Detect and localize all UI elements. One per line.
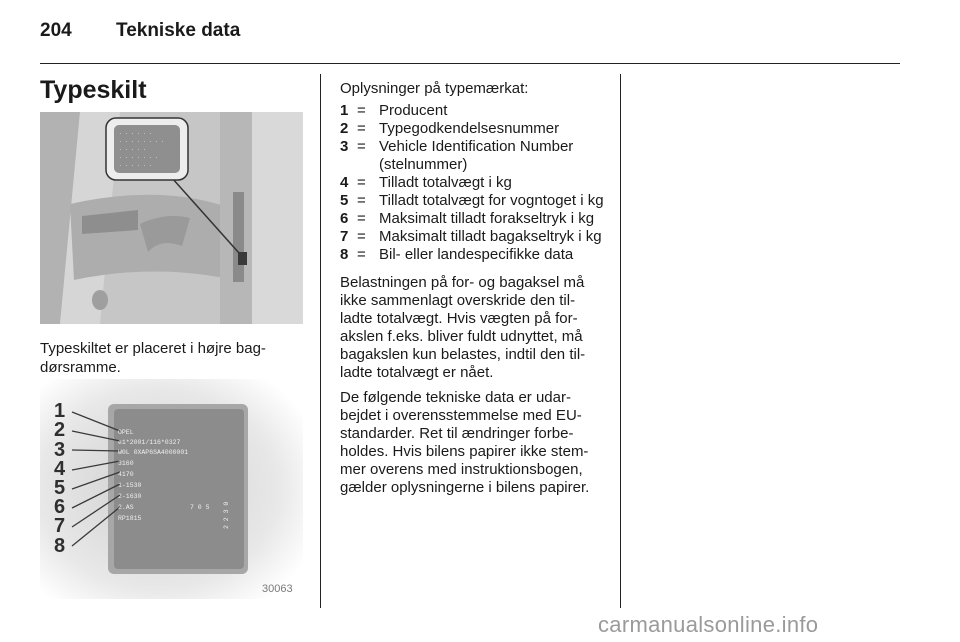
legend-number: 2 xyxy=(340,120,349,137)
legend-text: Tilladt totalvægt for vogntoget i kg xyxy=(379,192,604,209)
door-frame-photo xyxy=(40,112,303,324)
legend-text: Maksimalt tilladt forakseltryk i kg xyxy=(379,210,595,227)
callout-5: 5 xyxy=(54,477,66,499)
legend-text: Maksimalt tilladt bagakseltryk i kg xyxy=(379,228,602,245)
legend-text: Producent xyxy=(379,102,448,119)
header-rule xyxy=(40,63,900,64)
plate-line-4: 3160 xyxy=(118,460,134,467)
svg-text:· · · · · · ·: · · · · · · · xyxy=(119,155,159,161)
plate-line-1: OPEL xyxy=(118,429,134,436)
callout-7: 7 xyxy=(54,515,66,537)
plate-line-6: 1-1530 xyxy=(118,482,142,489)
legend-number: 3 xyxy=(340,138,349,155)
callout-6: 6 xyxy=(54,496,66,518)
plate-line-2: e1*2001/116*0327 xyxy=(118,439,181,446)
callout-3: 3 xyxy=(54,439,66,461)
svg-text:· · · · · ·: · · · · · · xyxy=(119,131,153,137)
callout-8: 8 xyxy=(54,535,66,557)
legend-separator: = xyxy=(357,228,366,245)
legend-item xyxy=(340,174,605,192)
callout-4: 4 xyxy=(54,458,66,480)
legend-text: Tilladt totalvægt i kg xyxy=(379,174,512,191)
legend-text: Vehicle Identification Number (stelnummer) xyxy=(379,138,574,173)
page-header xyxy=(40,20,240,42)
legend-number: 6 xyxy=(340,210,349,227)
legend-item xyxy=(340,246,605,264)
legend-item xyxy=(340,210,605,228)
legend-separator: = xyxy=(357,102,366,119)
legend-item xyxy=(340,102,605,120)
photo-caption: Typeskiltet er placeret i højre bag-dørsramme. xyxy=(40,340,266,376)
plate-line-8: 2.AS xyxy=(118,504,134,511)
legend-text: Typegodkendelsesnummer xyxy=(379,120,560,137)
legend-separator: = xyxy=(357,192,366,209)
column-divider-right xyxy=(620,74,621,608)
chapter-title: Tekniske data xyxy=(116,20,241,41)
legend-item xyxy=(340,120,605,138)
plate-line-3: W0L 0XAP6SA4000001 xyxy=(118,449,189,456)
legend-separator: = xyxy=(357,210,366,227)
legend-number: 5 xyxy=(340,192,349,209)
type-plate-figure xyxy=(40,379,303,599)
type-plate-illustration xyxy=(40,379,303,599)
svg-text:· · · · ·: · · · · · xyxy=(119,147,147,153)
legend-list xyxy=(340,102,605,264)
legend-number: 4 xyxy=(340,174,349,191)
callout-2: 2 xyxy=(54,419,66,441)
right-column xyxy=(340,80,605,504)
svg-text:· · · · · · · ·: · · · · · · · · xyxy=(119,139,165,145)
legend-number: 8 xyxy=(340,246,349,263)
plate-line-9: RP1815 xyxy=(118,515,142,522)
door-frame-illustration xyxy=(40,112,303,324)
legend-separator: = xyxy=(357,120,366,137)
body-paragraph-load: Belastningen på for- og bagaksel må ikke sammenlagt overskride den til-ladte totalvægt. Hvis vægten på for-akslen f.eks. bliver fuldt udnyttet, må bagakslen kun belastes, indtil den til-ladte totalvægt er nået. xyxy=(340,274,586,381)
legend-number: 7 xyxy=(340,228,349,245)
section-title: Typeskilt xyxy=(40,76,147,104)
body-paragraph-standards: De følgende tekniske data er udar-bejdet i overensstemmelse med EU-standarder. Ret til ændringer forbe-holdes. Hvis bilens papirer ikke stem-mer overens med instruktionsbogen, gælder oplysningerne i bilens papirer. xyxy=(340,389,590,496)
plate-line-5: 4170 xyxy=(118,471,134,478)
legend-item xyxy=(340,192,605,210)
legend-item xyxy=(340,138,605,174)
watermark: carmanualsonline.info xyxy=(598,612,819,637)
column-divider-left xyxy=(320,74,321,608)
page-number: 204 xyxy=(40,20,72,41)
legend-item xyxy=(340,228,605,246)
legend-separator: = xyxy=(357,174,366,191)
legend-separator: = xyxy=(357,138,366,155)
figure-id: 30063 xyxy=(262,583,293,595)
svg-text:· · · · · ·: · · · · · · xyxy=(119,163,153,169)
callout-1: 1 xyxy=(54,400,66,422)
legend-intro: Oplysninger på typemærkat: xyxy=(340,80,529,97)
legend-number: 1 xyxy=(340,102,349,119)
plate-line-7: 2-1630 xyxy=(118,493,142,500)
plate-value-right: 7 0 5 xyxy=(190,504,210,511)
legend-text: Bil- eller landespecifikke data xyxy=(379,246,574,263)
plate-value-far-right: 2 2 3 0 xyxy=(223,501,230,529)
legend-separator: = xyxy=(357,246,366,263)
